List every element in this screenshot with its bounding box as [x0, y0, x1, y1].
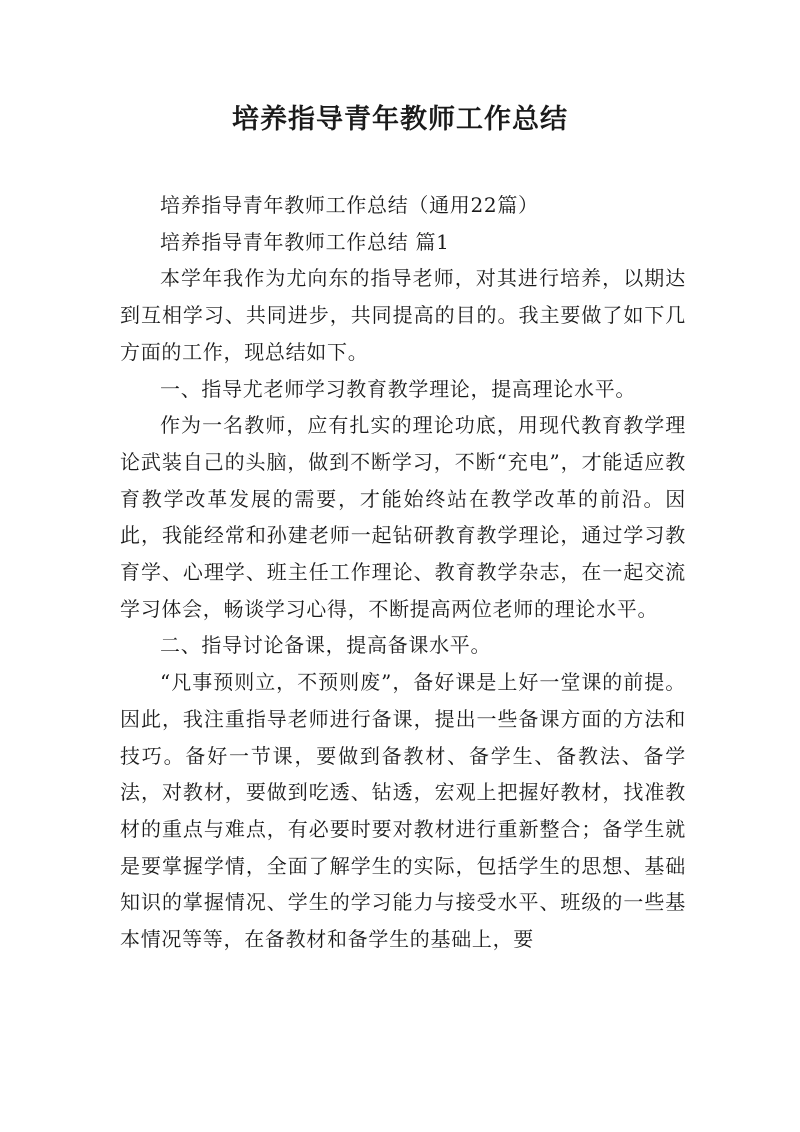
body-paragraph: 作为一名教师，应有扎实的理论功底，用现代教育教学理论武装自己的头脑，做到不断学习，不断“充电”，才能适应教育教学改革发展的需要，才能始终站在教学改革的前沿。因此，我能经常和孙建老师一起钻研教育教学理论，通过学习教育学、心理学、班主任工作理论、教育教学杂志，在一起交流学习体会，畅谈学习心得，不断提高两位老师的理论水平。 [120, 413, 686, 621]
body-paragraph: “凡事预则立，不预则废”，备好课是上好一堂课的前提。因此，我注重指导老师进行备课，提出一些备课方面的方法和技巧。备好一节课，要做到备教材、备学生、备教法、备学法，对教材，要做到吃透、钻透，宏观上把握好教材，找准教材的重点与难点，有必要时要对教材进行重新整合；备学生就是要掌握学情，全面了解学生的实际，包括学生的思想、基础知识的掌握情况、学生的学习能力与接受水平、班级的一些基本情况等等，在备教材和备学生的基础上，要 [120, 670, 686, 952]
document-title: 培养指导青年教师工作总结 [232, 104, 568, 135]
body-paragraph: 本学年我作为尤向东的指导老师，对其进行培养，以期达到互相学习、共同进步，共同提高的目的。我主要做了如下几方面的工作，现总结如下。 [120, 266, 686, 364]
point-heading: 一、指导尤老师学习教育教学理论，提高理论水平。 [160, 376, 637, 401]
section-heading: 培养指导青年教师工作总结 篇1 [160, 229, 450, 254]
subtitle-paragraph: 培养指导青年教师工作总结（通用22篇） [160, 193, 539, 217]
document-body [120, 187, 686, 958]
point-heading: 二、指导讨论备课，提高备课水平。 [160, 633, 492, 658]
